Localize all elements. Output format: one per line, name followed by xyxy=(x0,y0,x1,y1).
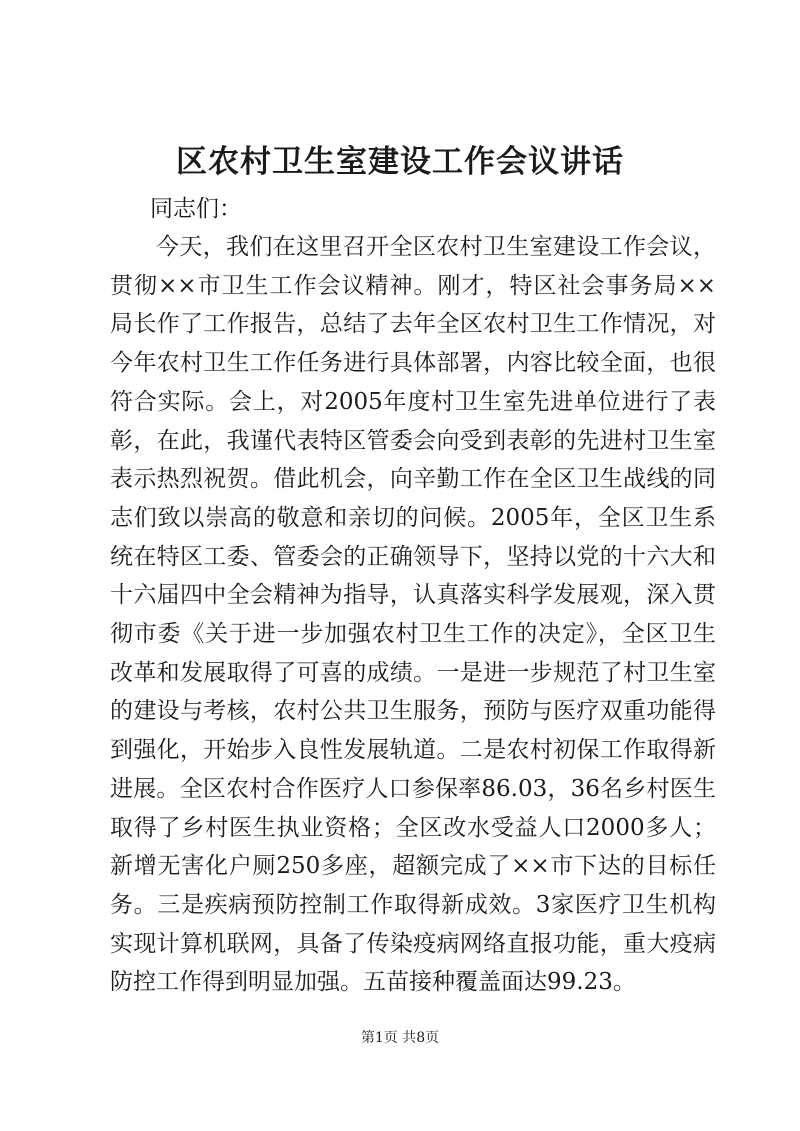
document-title: 区农村卫生室建设工作会议讲话 xyxy=(176,144,624,180)
page-footer: 第1页 共8页 xyxy=(360,1030,440,1046)
salutation: 同志们： xyxy=(150,196,242,222)
body-paragraph: 今天，我们在这里召开全区农村卫生室建设工作会议，贯彻××市卫生工作会议精神。刚才，特区社会事务局××局长作了工作报告，总结了去年全区农村卫生工作情况，对今年农村卫生工作任务进行具体部署，内容比较全面，也很符合实际。会上，对2005年度村卫生室先进单位进行了表彰，在此，我谨代表特区管委会向受到表彰的先进村卫生室表示热烈祝贺。借此机会，向辛勤工作在全区卫生战线的同志们致以崇高的敬意和亲切的问候。2005年，全区卫生系统在特区工委、管委会的正确领导下，坚持以党的十六大和十六届四中全会精神为指导，认真落实科学发展观，深入贯彻市委《关于进一步加强农村卫生工作的决定》，全区卫生改革和发展取得了可喜的成绩。一是进一步规范了村卫生室的建设与考核，农村公共卫生服务，预防与医疗双重功能得到强化，开始步入良性发展轨道。二是农村初保工作取得新进展。全区农村合作医疗人口参保率86.03，36名乡村医生取得了乡村医生执业资格；全区改水受益人口2000多人；新增无害化户厕250多座，超额完成了××市下达的目标任务。三是疾病预防控制工作取得新成效。3家医疗卫生机构实现计算机联网，具备了传染疫病网络直报功能，重大疫病防控工作得到明显加强。五苗接种覆盖面达99.23。 xyxy=(110,234,716,996)
